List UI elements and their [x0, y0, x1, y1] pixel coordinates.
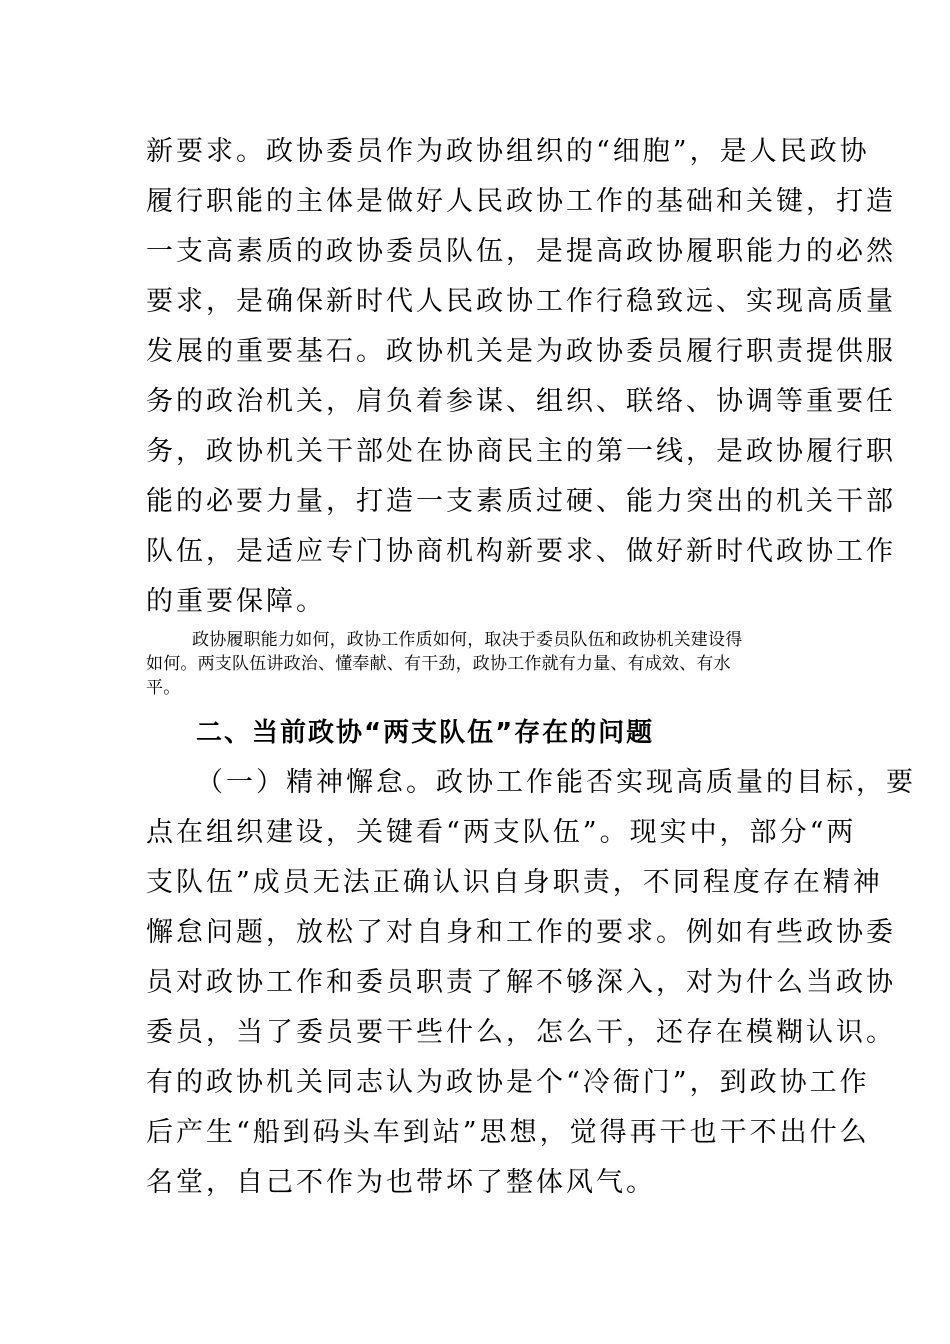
text-line: 履行职能的主体是做好人民政协工作的基础和关键，打造: [146, 186, 896, 217]
text-line: 一支高素质的政协委员队伍，是提高政协履职能力的必然: [146, 236, 896, 267]
text-line: 要求，是确保新时代人民政协工作行稳致远、实现高质量: [146, 286, 896, 317]
text-line: 点在组织建设，关键看“两支队伍”。现实中，部分“两: [146, 817, 857, 848]
text-line: 有的政协机关同志认为政协是个“冷衙门”，到政协工作: [146, 1067, 870, 1098]
text-line: 后产生“船到码头车到站”思想，觉得再干也干不出什么: [146, 1117, 870, 1148]
text-line: 能的必要力量，打造一支素质过硬、能力突出的机关干部: [146, 486, 896, 517]
text-line: 平。: [146, 678, 181, 698]
text-line: 如何。两支队伍讲政治、懂奉献、有干劲，政协工作就有力量、有成效、有水: [146, 654, 731, 674]
text-line: 员对政协工作和委员职责了解不够深入，对为什么当政协: [146, 967, 896, 998]
text-line: 新要求。政协委员作为政协组织的“细胞”，是人民政协: [146, 136, 870, 167]
text-line: 的重要保障。: [146, 586, 326, 617]
text-line: 委员，当了委员要干些什么，怎么干，还存在模糊认识。: [146, 1017, 896, 1048]
text-line: 队伍，是适应专门协商机构新要求、做好新时代政协工作: [146, 536, 896, 567]
text-line: 务的政治机关，肩负着参谋、组织、联络、协调等重要任: [146, 386, 896, 417]
text-line-content: 政协履职能力如何，政协工作质如何，取决于委员队伍和政协机关建设得: [192, 630, 743, 650]
text-line: 务，政协机关干部处在协商民主的第一线，是政协履行职: [146, 436, 896, 467]
text-line: 名堂，自己不作为也带坏了整体风气。: [146, 1167, 656, 1198]
text-line: 懈怠问题，放松了对自身和工作的要求。例如有些政协委: [146, 917, 896, 948]
text-line: 发展的重要基石。政协机关是为政协委员履行职责提供服: [146, 336, 896, 367]
text-line: （一）精神懈怠。政协工作能否实现高质量的目标，要: [196, 767, 916, 798]
text-line: [146, 628, 812, 652]
section-heading: 二、当前政协“两支队伍”存在的问题: [196, 718, 655, 748]
text-line: 支队伍”成员无法正确认识自身职责，不同程度存在精神: [146, 867, 883, 898]
